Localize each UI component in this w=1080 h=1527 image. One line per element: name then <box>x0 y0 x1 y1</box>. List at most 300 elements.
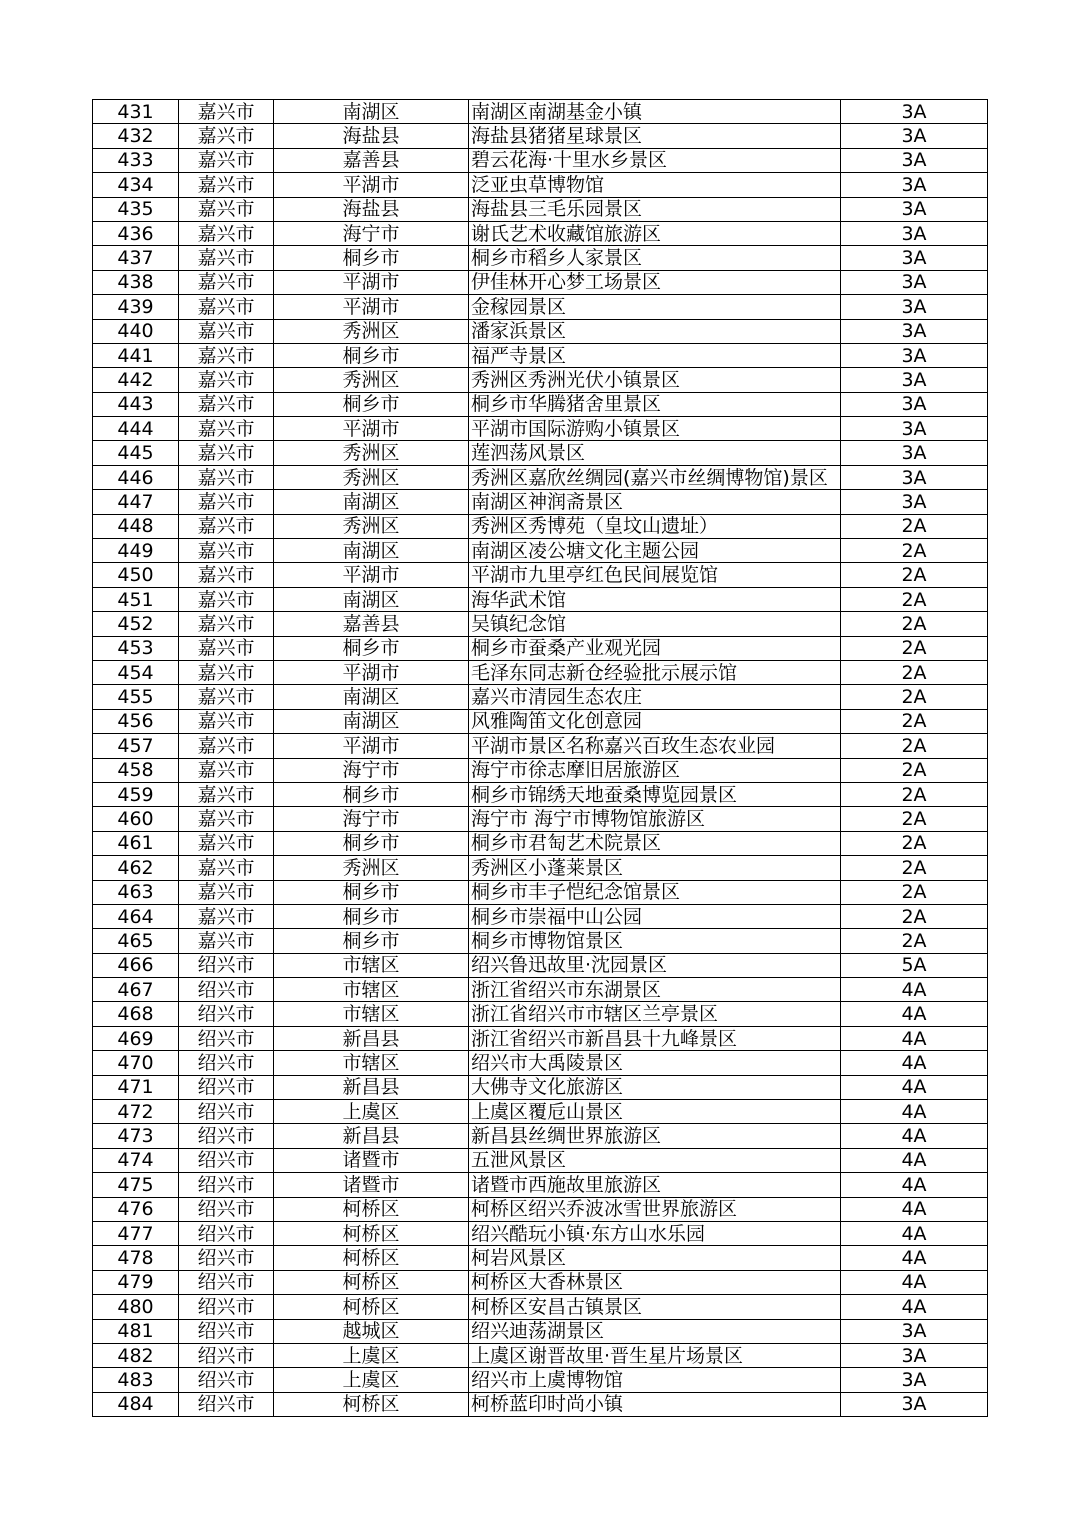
row-number-cell: 440 <box>93 319 179 343</box>
row-number-cell: 481 <box>93 1319 179 1343</box>
district-cell: 柯桥区 <box>274 1295 469 1319</box>
city-cell: 嘉兴市 <box>179 124 274 148</box>
city-cell: 嘉兴市 <box>179 514 274 538</box>
grade-cell: 3A <box>841 173 988 197</box>
table-row <box>93 539 988 563</box>
row-number-cell: 433 <box>93 148 179 172</box>
table-row <box>93 831 988 855</box>
district-cell: 市辖区 <box>274 978 469 1002</box>
district-cell: 市辖区 <box>274 953 469 977</box>
scenic-name-cell: 潘家浜景区 <box>469 319 841 343</box>
scenic-name-cell: 南湖区南湖基金小镇 <box>469 100 841 124</box>
grade-cell: 2A <box>841 514 988 538</box>
table-row <box>93 1319 988 1343</box>
city-cell: 嘉兴市 <box>179 685 274 709</box>
scenic-name-cell: 莲泗荡风景区 <box>469 441 841 465</box>
city-cell: 绍兴市 <box>179 1026 274 1050</box>
district-cell: 平湖市 <box>274 173 469 197</box>
city-cell: 嘉兴市 <box>179 197 274 221</box>
scenic-name-cell: 柯桥蓝印时尚小镇 <box>469 1392 841 1416</box>
table-row <box>93 929 988 953</box>
city-cell: 嘉兴市 <box>179 246 274 270</box>
grade-cell: 3A <box>841 417 988 441</box>
row-number-cell: 445 <box>93 441 179 465</box>
district-cell: 新昌县 <box>274 1026 469 1050</box>
grade-cell: 3A <box>841 197 988 221</box>
city-cell: 嘉兴市 <box>179 929 274 953</box>
table-row <box>93 1295 988 1319</box>
table-row <box>93 807 988 831</box>
row-number-cell: 478 <box>93 1246 179 1270</box>
table-row <box>93 270 988 294</box>
scenic-name-cell: 上虞区覆卮山景区 <box>469 1100 841 1124</box>
table-row <box>93 343 988 367</box>
scenic-name-cell: 海宁市 海宁市博物馆旅游区 <box>469 807 841 831</box>
grade-cell: 4A <box>841 1051 988 1075</box>
district-cell: 海盐县 <box>274 197 469 221</box>
city-cell: 嘉兴市 <box>179 831 274 855</box>
table-row <box>93 685 988 709</box>
row-number-cell: 468 <box>93 1002 179 1026</box>
row-number-cell: 471 <box>93 1075 179 1099</box>
city-cell: 绍兴市 <box>179 1002 274 1026</box>
row-number-cell: 465 <box>93 929 179 953</box>
table-row <box>93 1148 988 1172</box>
row-number-cell: 455 <box>93 685 179 709</box>
grade-cell: 5A <box>841 953 988 977</box>
city-cell: 嘉兴市 <box>179 904 274 928</box>
row-number-cell: 446 <box>93 465 179 489</box>
table-row <box>93 417 988 441</box>
table-row <box>93 173 988 197</box>
table-row <box>93 514 988 538</box>
grade-cell: 4A <box>841 1075 988 1099</box>
table-row <box>93 319 988 343</box>
district-cell: 桐乡市 <box>274 831 469 855</box>
scenic-name-cell: 金稼园景区 <box>469 295 841 319</box>
district-cell: 市辖区 <box>274 1051 469 1075</box>
district-cell: 上虞区 <box>274 1343 469 1367</box>
district-cell: 海宁市 <box>274 221 469 245</box>
scenic-name-cell: 谢氏艺术收藏馆旅游区 <box>469 221 841 245</box>
city-cell: 绍兴市 <box>179 1051 274 1075</box>
grade-cell: 2A <box>841 782 988 806</box>
table-row <box>93 100 988 124</box>
scenic-name-cell: 海华武术馆 <box>469 587 841 611</box>
grade-cell: 3A <box>841 100 988 124</box>
grade-cell: 3A <box>841 319 988 343</box>
district-cell: 柯桥区 <box>274 1221 469 1245</box>
district-cell: 桐乡市 <box>274 929 469 953</box>
row-number-cell: 449 <box>93 539 179 563</box>
scenic-name-cell: 桐乡市丰子恺纪念馆景区 <box>469 880 841 904</box>
city-cell: 嘉兴市 <box>179 100 274 124</box>
row-number-cell: 444 <box>93 417 179 441</box>
grade-cell: 4A <box>841 1100 988 1124</box>
scenic-name-cell: 诸暨市西施故里旅游区 <box>469 1173 841 1197</box>
city-cell: 嘉兴市 <box>179 441 274 465</box>
table-row <box>93 1246 988 1270</box>
grade-cell: 3A <box>841 1319 988 1343</box>
city-cell: 嘉兴市 <box>179 758 274 782</box>
district-cell: 诸暨市 <box>274 1173 469 1197</box>
grade-cell: 3A <box>841 124 988 148</box>
district-cell: 平湖市 <box>274 734 469 758</box>
row-number-cell: 472 <box>93 1100 179 1124</box>
grade-cell: 3A <box>841 295 988 319</box>
district-cell: 市辖区 <box>274 1002 469 1026</box>
row-number-cell: 432 <box>93 124 179 148</box>
city-cell: 绍兴市 <box>179 1270 274 1294</box>
row-number-cell: 451 <box>93 587 179 611</box>
table-row <box>93 1368 988 1392</box>
table-row <box>93 880 988 904</box>
grade-cell: 4A <box>841 1221 988 1245</box>
table-row <box>93 587 988 611</box>
row-number-cell: 466 <box>93 953 179 977</box>
grade-cell: 4A <box>841 1173 988 1197</box>
grade-cell: 4A <box>841 1124 988 1148</box>
row-number-cell: 476 <box>93 1197 179 1221</box>
grade-cell: 3A <box>841 148 988 172</box>
scenic-name-cell: 嘉兴市清园生态农庄 <box>469 685 841 709</box>
row-number-cell: 462 <box>93 856 179 880</box>
city-cell: 嘉兴市 <box>179 465 274 489</box>
district-cell: 桐乡市 <box>274 904 469 928</box>
row-number-cell: 460 <box>93 807 179 831</box>
row-number-cell: 447 <box>93 490 179 514</box>
district-cell: 海宁市 <box>274 807 469 831</box>
grade-cell: 2A <box>841 636 988 660</box>
table-row <box>93 856 988 880</box>
city-cell: 嘉兴市 <box>179 636 274 660</box>
row-number-cell: 479 <box>93 1270 179 1294</box>
city-cell: 绍兴市 <box>179 1246 274 1270</box>
district-cell: 秀洲区 <box>274 441 469 465</box>
scenic-name-cell: 柯岩风景区 <box>469 1246 841 1270</box>
row-number-cell: 473 <box>93 1124 179 1148</box>
district-cell: 柯桥区 <box>274 1246 469 1270</box>
district-cell: 秀洲区 <box>274 368 469 392</box>
scenic-name-cell: 桐乡市君匋艺术院景区 <box>469 831 841 855</box>
city-cell: 绍兴市 <box>179 1221 274 1245</box>
district-cell: 嘉善县 <box>274 148 469 172</box>
scenic-name-cell: 福严寺景区 <box>469 343 841 367</box>
table-row <box>93 1173 988 1197</box>
row-number-cell: 436 <box>93 221 179 245</box>
city-cell: 嘉兴市 <box>179 539 274 563</box>
scenic-name-cell: 绍兴市大禹陵景区 <box>469 1051 841 1075</box>
city-cell: 绍兴市 <box>179 1295 274 1319</box>
table-row <box>93 904 988 928</box>
row-number-cell: 439 <box>93 295 179 319</box>
city-cell: 嘉兴市 <box>179 563 274 587</box>
district-cell: 桐乡市 <box>274 880 469 904</box>
table-row <box>93 1270 988 1294</box>
table-row <box>93 1026 988 1050</box>
city-cell: 嘉兴市 <box>179 880 274 904</box>
district-cell: 上虞区 <box>274 1368 469 1392</box>
grade-cell: 4A <box>841 1295 988 1319</box>
city-cell: 嘉兴市 <box>179 319 274 343</box>
grade-cell: 4A <box>841 1026 988 1050</box>
grade-cell: 2A <box>841 709 988 733</box>
scenic-name-cell: 南湖区凌公塘文化主题公园 <box>469 539 841 563</box>
district-cell: 新昌县 <box>274 1124 469 1148</box>
city-cell: 绍兴市 <box>179 978 274 1002</box>
city-cell: 绍兴市 <box>179 1392 274 1416</box>
city-cell: 嘉兴市 <box>179 782 274 806</box>
scenic-name-cell: 吴镇纪念馆 <box>469 612 841 636</box>
city-cell: 嘉兴市 <box>179 270 274 294</box>
grade-cell: 2A <box>841 685 988 709</box>
district-cell: 桐乡市 <box>274 343 469 367</box>
table-row <box>93 221 988 245</box>
grade-cell: 3A <box>841 221 988 245</box>
grade-cell: 4A <box>841 1002 988 1026</box>
row-number-cell: 459 <box>93 782 179 806</box>
grade-cell: 2A <box>841 880 988 904</box>
row-number-cell: 477 <box>93 1221 179 1245</box>
city-cell: 绍兴市 <box>179 1100 274 1124</box>
table-row <box>93 148 988 172</box>
city-cell: 嘉兴市 <box>179 148 274 172</box>
scenic-name-cell: 秀洲区秀博苑（皇坟山遗址） <box>469 514 841 538</box>
scenic-name-cell: 绍兴酷玩小镇·东方山水乐园 <box>469 1221 841 1245</box>
district-cell: 上虞区 <box>274 1100 469 1124</box>
row-number-cell: 442 <box>93 368 179 392</box>
scenic-name-cell: 浙江省绍兴市东湖景区 <box>469 978 841 1002</box>
row-number-cell: 456 <box>93 709 179 733</box>
scenic-name-cell: 秀洲区秀洲光伏小镇景区 <box>469 368 841 392</box>
row-number-cell: 480 <box>93 1295 179 1319</box>
scenic-name-cell: 秀洲区嘉欣丝绸园(嘉兴市丝绸博物馆)景区 <box>469 465 841 489</box>
city-cell: 嘉兴市 <box>179 221 274 245</box>
scenic-name-cell: 五泄风景区 <box>469 1148 841 1172</box>
scenic-name-cell: 浙江省绍兴市新昌县十九峰景区 <box>469 1026 841 1050</box>
grade-cell: 2A <box>841 831 988 855</box>
grade-cell: 3A <box>841 392 988 416</box>
table-row <box>93 124 988 148</box>
district-cell: 平湖市 <box>274 563 469 587</box>
district-cell: 柯桥区 <box>274 1270 469 1294</box>
grade-cell: 3A <box>841 465 988 489</box>
scenic-name-cell: 绍兴迪荡湖景区 <box>469 1319 841 1343</box>
scenic-name-cell: 新昌县丝绸世界旅游区 <box>469 1124 841 1148</box>
scenic-name-cell: 柯桥区绍兴乔波冰雪世界旅游区 <box>469 1197 841 1221</box>
table-row <box>93 246 988 270</box>
table-row <box>93 1075 988 1099</box>
district-cell: 柯桥区 <box>274 1392 469 1416</box>
grade-cell: 2A <box>841 612 988 636</box>
row-number-cell: 475 <box>93 1173 179 1197</box>
city-cell: 嘉兴市 <box>179 734 274 758</box>
district-cell: 秀洲区 <box>274 514 469 538</box>
city-cell: 嘉兴市 <box>179 587 274 611</box>
scenic-name-cell: 风雅陶笛文化创意园 <box>469 709 841 733</box>
table-row <box>93 660 988 684</box>
scenic-name-cell: 柯桥区安昌古镇景区 <box>469 1295 841 1319</box>
city-cell: 嘉兴市 <box>179 612 274 636</box>
scenic-name-cell: 海盐县三毛乐园景区 <box>469 197 841 221</box>
district-cell: 平湖市 <box>274 417 469 441</box>
table-row <box>93 563 988 587</box>
grade-cell: 2A <box>841 660 988 684</box>
table-row <box>93 1100 988 1124</box>
table-row <box>93 1051 988 1075</box>
row-number-cell: 434 <box>93 173 179 197</box>
table-row <box>93 758 988 782</box>
row-number-cell: 470 <box>93 1051 179 1075</box>
scenic-name-cell: 海宁市徐志摩旧居旅游区 <box>469 758 841 782</box>
scenic-name-cell: 南湖区神润斋景区 <box>469 490 841 514</box>
row-number-cell: 448 <box>93 514 179 538</box>
district-cell: 新昌县 <box>274 1075 469 1099</box>
grade-cell: 3A <box>841 368 988 392</box>
grade-cell: 4A <box>841 978 988 1002</box>
table-row <box>93 197 988 221</box>
scenic-name-cell: 桐乡市崇福中山公园 <box>469 904 841 928</box>
grade-cell: 2A <box>841 807 988 831</box>
city-cell: 绍兴市 <box>179 1173 274 1197</box>
district-cell: 桐乡市 <box>274 246 469 270</box>
row-number-cell: 454 <box>93 660 179 684</box>
row-number-cell: 483 <box>93 1368 179 1392</box>
scenic-name-cell: 碧云花海·十里水乡景区 <box>469 148 841 172</box>
district-cell: 秀洲区 <box>274 465 469 489</box>
grade-cell: 3A <box>841 1343 988 1367</box>
grade-cell: 3A <box>841 1392 988 1416</box>
district-cell: 秀洲区 <box>274 856 469 880</box>
district-cell: 越城区 <box>274 1319 469 1343</box>
table-row <box>93 612 988 636</box>
district-cell: 南湖区 <box>274 587 469 611</box>
district-cell: 平湖市 <box>274 660 469 684</box>
scenic-area-table <box>92 99 988 1417</box>
district-cell: 桐乡市 <box>274 392 469 416</box>
grade-cell: 2A <box>841 904 988 928</box>
scenic-name-cell: 桐乡市华腾猪舍里景区 <box>469 392 841 416</box>
scenic-name-cell: 桐乡市博物馆景区 <box>469 929 841 953</box>
table-row <box>93 1221 988 1245</box>
grade-cell: 4A <box>841 1148 988 1172</box>
district-cell: 南湖区 <box>274 709 469 733</box>
city-cell: 嘉兴市 <box>179 295 274 319</box>
scenic-name-cell: 浙江省绍兴市市辖区兰亭景区 <box>469 1002 841 1026</box>
district-cell: 柯桥区 <box>274 1197 469 1221</box>
row-number-cell: 463 <box>93 880 179 904</box>
grade-cell: 3A <box>841 270 988 294</box>
row-number-cell: 453 <box>93 636 179 660</box>
grade-cell: 3A <box>841 246 988 270</box>
table-row <box>93 734 988 758</box>
row-number-cell: 435 <box>93 197 179 221</box>
district-cell: 海盐县 <box>274 124 469 148</box>
scenic-name-cell: 桐乡市锦绣天地蚕桑博览园景区 <box>469 782 841 806</box>
table-row <box>93 1124 988 1148</box>
table-body <box>93 100 988 1417</box>
table-row <box>93 1002 988 1026</box>
grade-cell: 2A <box>841 758 988 782</box>
table-row <box>93 368 988 392</box>
row-number-cell: 438 <box>93 270 179 294</box>
city-cell: 绍兴市 <box>179 1197 274 1221</box>
row-number-cell: 452 <box>93 612 179 636</box>
grade-cell: 2A <box>841 587 988 611</box>
district-cell: 桐乡市 <box>274 782 469 806</box>
city-cell: 嘉兴市 <box>179 343 274 367</box>
table-row <box>93 295 988 319</box>
row-number-cell: 464 <box>93 904 179 928</box>
row-number-cell: 431 <box>93 100 179 124</box>
district-cell: 南湖区 <box>274 490 469 514</box>
district-cell: 平湖市 <box>274 270 469 294</box>
city-cell: 绍兴市 <box>179 1075 274 1099</box>
district-cell: 平湖市 <box>274 295 469 319</box>
grade-cell: 3A <box>841 490 988 514</box>
city-cell: 绍兴市 <box>179 1368 274 1392</box>
table-row <box>93 953 988 977</box>
table-row <box>93 782 988 806</box>
scenic-name-cell: 平湖市国际游购小镇景区 <box>469 417 841 441</box>
district-cell: 南湖区 <box>274 685 469 709</box>
grade-cell: 2A <box>841 563 988 587</box>
scenic-name-cell: 绍兴市上虞博物馆 <box>469 1368 841 1392</box>
scenic-name-cell: 桐乡市稻乡人家景区 <box>469 246 841 270</box>
row-number-cell: 467 <box>93 978 179 1002</box>
scenic-name-cell: 伊佳林开心梦工场景区 <box>469 270 841 294</box>
city-cell: 嘉兴市 <box>179 417 274 441</box>
grade-cell: 3A <box>841 343 988 367</box>
city-cell: 嘉兴市 <box>179 368 274 392</box>
scenic-name-cell: 绍兴鲁迅故里·沈园景区 <box>469 953 841 977</box>
city-cell: 绍兴市 <box>179 953 274 977</box>
table-row <box>93 490 988 514</box>
row-number-cell: 457 <box>93 734 179 758</box>
district-cell: 海宁市 <box>274 758 469 782</box>
city-cell: 绍兴市 <box>179 1343 274 1367</box>
row-number-cell: 469 <box>93 1026 179 1050</box>
scenic-name-cell: 秀洲区小蓬莱景区 <box>469 856 841 880</box>
grade-cell: 2A <box>841 856 988 880</box>
city-cell: 嘉兴市 <box>179 490 274 514</box>
row-number-cell: 441 <box>93 343 179 367</box>
grade-cell: 3A <box>841 441 988 465</box>
table-row <box>93 1343 988 1367</box>
city-cell: 绍兴市 <box>179 1319 274 1343</box>
row-number-cell: 474 <box>93 1148 179 1172</box>
scenic-name-cell: 毛泽东同志新仓经验批示展示馆 <box>469 660 841 684</box>
grade-cell: 4A <box>841 1197 988 1221</box>
scenic-name-cell: 上虞区谢晋故里·晋生星片场景区 <box>469 1343 841 1367</box>
scenic-name-cell: 泛亚虫草博物馆 <box>469 173 841 197</box>
table-row <box>93 978 988 1002</box>
grade-cell: 2A <box>841 734 988 758</box>
row-number-cell: 443 <box>93 392 179 416</box>
grade-cell: 4A <box>841 1270 988 1294</box>
scenic-name-cell: 海盐县猪猪星球景区 <box>469 124 841 148</box>
grade-cell: 2A <box>841 539 988 563</box>
district-cell: 南湖区 <box>274 539 469 563</box>
district-cell: 嘉善县 <box>274 612 469 636</box>
row-number-cell: 437 <box>93 246 179 270</box>
district-cell: 诸暨市 <box>274 1148 469 1172</box>
city-cell: 绍兴市 <box>179 1124 274 1148</box>
city-cell: 嘉兴市 <box>179 856 274 880</box>
row-number-cell: 450 <box>93 563 179 587</box>
district-cell: 南湖区 <box>274 100 469 124</box>
scenic-name-cell: 柯桥区大香林景区 <box>469 1270 841 1294</box>
